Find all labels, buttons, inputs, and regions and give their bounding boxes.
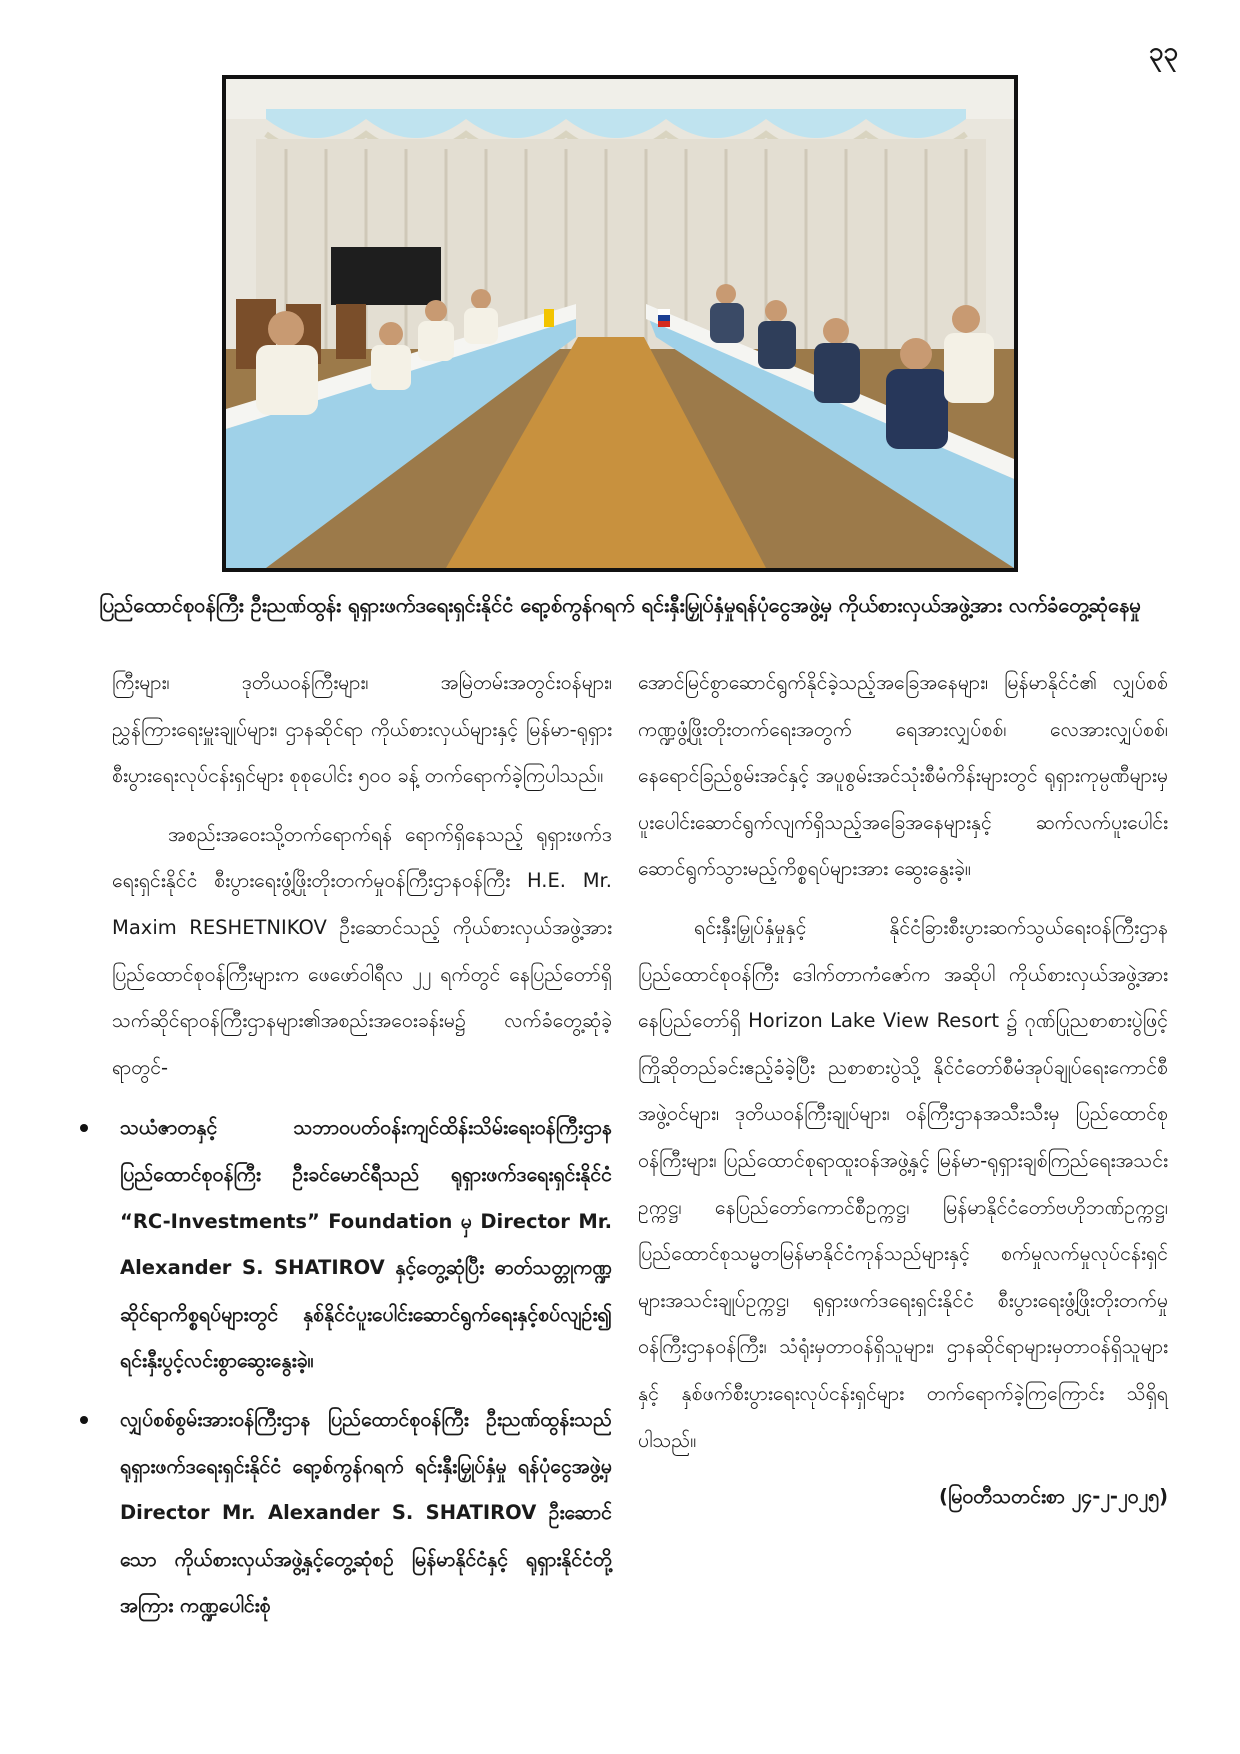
- list-item-text: သယံဇာတနှင့် သဘာဝပတ်ဝန်းကျင်ထိန်းသိမ်းရေးဝန်ကြီးဌာန ပြည်ထောင်စုဝန်ကြီး ဦးခင်မောင်ရီသည် ရုရှားဖက်ဒရေးရှင်းနိုင်ငံ “RC-Investments” Foundation မှ Director Mr. Alexander S. SHATIROV နှင့်တွေ့ဆုံပြီး ဓာတ်သတ္တုကဏ္ဍဆိုင်ရာကိစ္စရပ်များတွင် နှစ်နိုင်ငံပူးပေါင်းဆောင်ရွက်ရေးနှင့်စပ်လျဉ်း၍ ရင်းနှီးပွင့်လင်းစွာဆွေးနွေးခဲ့။: [120, 1116, 612, 1373]
- bullet-icon: [80, 1124, 88, 1132]
- paragraph: ကြီးများ၊ ဒုတိယဝန်ကြီးများ၊ အမြဲတမ်းအတွင်းဝန်များ၊ ညွှန်ကြားရေးမှူးချုပ်များ၊ ဌာနဆိုင်ရာ ကိုယ်စားလှယ်များနှင့် မြန်မာ-ရုရှားစီးပွားရေးလုပ်ငန်းရှင်များ စုစုပေါင်း ၅၀၀ ခန့် တက်ရောက်ခဲ့ကြပါသည်။: [112, 671, 612, 788]
- paragraph: အောင်မြင်စွာဆောင်ရွက်နိုင်ခဲ့သည့်အခြေအနေများ၊ မြန်မာနိုင်ငံ၏ လျှပ်စစ်ကဏ္ဍဖွံ့ဖြိုးတိုးတက်ရေးအတွက် ရေအားလျှပ်စစ်၊ လေအားလျှပ်စစ်၊ နေရောင်ခြည်စွမ်းအင်နှင့် အပူစွမ်းအင်သုံးစီမံကိန်းများတွင် ရုရှားကုမ္ပဏီများမှ ပူးပေါင်းဆောင်ရွက်လျက်ရှိသည့်အခြေအနေများနှင့် ဆက်လက်ပူးပေါင်းဆောင်ရွက်သွားမည့်ကိစ္စရပ်များအား ဆွေးနွေးခဲ့။: [638, 671, 1168, 881]
- meeting-photo: [222, 75, 1018, 572]
- list-item: [112, 1397, 612, 1630]
- paragraph: ရင်းနှီးမြှုပ်နှံမှုနှင့် နိုင်ငံခြားစီးပွားဆက်သွယ်ရေးဝန်ကြီးဌာန ပြည်ထောင်စုဝန်ကြီး ဒေါက်တာကံဇော်က အဆိုပါ ကိုယ်စားလှယ်အဖွဲ့အား နေပြည်တော်ရှိ Horizon Lake View Resort ၌ ဂုဏ်ပြုညစာစားပွဲဖြင့် ကြိုဆိုတည်ခင်းဧည့်ခံခဲ့ပြီး ညစာစားပွဲသို့ နိုင်ငံတော်စီမံအုပ်ချုပ်ရေးကောင်စီအဖွဲ့ဝင်များ၊ ဒုတိယဝန်ကြီးချုပ်များ၊ ဝန်ကြီးဌာနအသီးသီးမှ ပြည်ထောင်စုဝန်ကြီးများ၊ ပြည်ထောင်စုရာထူးဝန်အဖွဲ့နှင့် မြန်မာ-ရုရှားချစ်ကြည်ရေးအသင်းဥက္ကဋ္ဌ၊ နေပြည်တော်ကောင်စီဥက္ကဋ္ဌ၊ မြန်မာနိုင်ငံတော်ဗဟိုဘဏ်ဥက္ကဋ္ဌ၊ ပြည်ထောင်စုသမ္မတမြန်မာနိုင်ငံကုန်သည်များနှင့် စက်မှုလက်မှုလုပ်ငန်းရှင်များအသင်းချုပ်ဥက္ကဋ္ဌ၊ ရုရှားဖက်ဒရေးရှင်းနိုင်ငံ စီးပွားရေးဖွံ့ဖြိုးတိုးတက်မှုဝန်ကြီးဌာနဝန်ကြီး၊ သံရုံးမှတာဝန်ရှိသူများ၊ ဌာနဆိုင်ရာများမှတာဝန်ရှိသူများနှင့် နှစ်ဖက်စီးပွားရေးလုပ်ငန်းရှင်များ တက်ရောက်ခဲ့ကြကြောင်း သိရှိရပါသည်။: [638, 915, 1168, 1452]
- page-number: ၃၃: [1148, 37, 1178, 67]
- bullet-icon: [80, 1416, 88, 1424]
- meeting-photo-illustration: [226, 79, 1014, 568]
- bullet-list: [112, 1105, 612, 1630]
- source-citation: (မြဝတီသတင်းစာ ၂၄-၂-၂၀၂၅): [939, 1485, 1168, 1509]
- list-item-text: လျှပ်စစ်စွမ်းအားဝန်ကြီးဌာန ပြည်ထောင်စုဝန်ကြီး ဦးညဏ်ထွန်းသည် ရုရှားဖက်ဒရေးရှင်းနိုင်ငံ ရော့စ်ကွန်ဂရက် ရင်းနှီးမြှုပ်နှံမှု ရန်ပုံငွေအဖွဲ့မှ Director Mr. Alexander S. SHATIROV ဦးဆောင်သော ကိုယ်စားလှယ်အဖွဲ့နှင့်တွေ့ဆုံစဉ် မြန်မာနိုင်ငံနှင့် ရုရှားနိုင်ငံတို့အကြား ကဏ္ဍပေါင်းစုံ: [120, 1407, 612, 1618]
- list-item: [112, 1105, 612, 1385]
- photo-caption: ပြည်ထောင်စုဝန်ကြီး ဦးညဏ်ထွန်း ရုရှားဖက်ဒရေးရှင်းနိုင်ငံ ရော့စ်ကွန်ဂရက် ရင်းနှီးမြှုပ်နှံမှုရန်ပုံငွေအဖွဲ့မှ ကိုယ်စားလှယ်အဖွဲ့အား လက်ခံတွေ့ဆုံနေမှု: [99, 593, 1141, 617]
- right-column: [638, 660, 1168, 1521]
- paragraph: အစည်းအဝေးသို့တက်ရောက်ရန် ရောက်ရှိနေသည့် ရုရှားဖက်ဒရေးရှင်းနိုင်ငံ စီးပွားရေးဖွံ့ဖြိုးတိုးတက်မှုဝန်ကြီးဌာနဝန်ကြီး H.E. Mr. Maxim RESHETNIKOV ဦးဆောင်သည့် ကိုယ်စားလှယ်အဖွဲ့အား ပြည်ထောင်စုဝန်ကြီးများက ဖေဖော်ဝါရီလ ၂၂ ရက်တွင် နေပြည်တော်ရှိ သက်ဆိုင်ရာဝန်ကြီးဌာနများ၏အစည်းအဝေးခန်းမ၌ လက်ခံတွေ့ဆုံခဲ့ရာတွင်-: [112, 822, 612, 1079]
- left-column: [112, 660, 612, 1642]
